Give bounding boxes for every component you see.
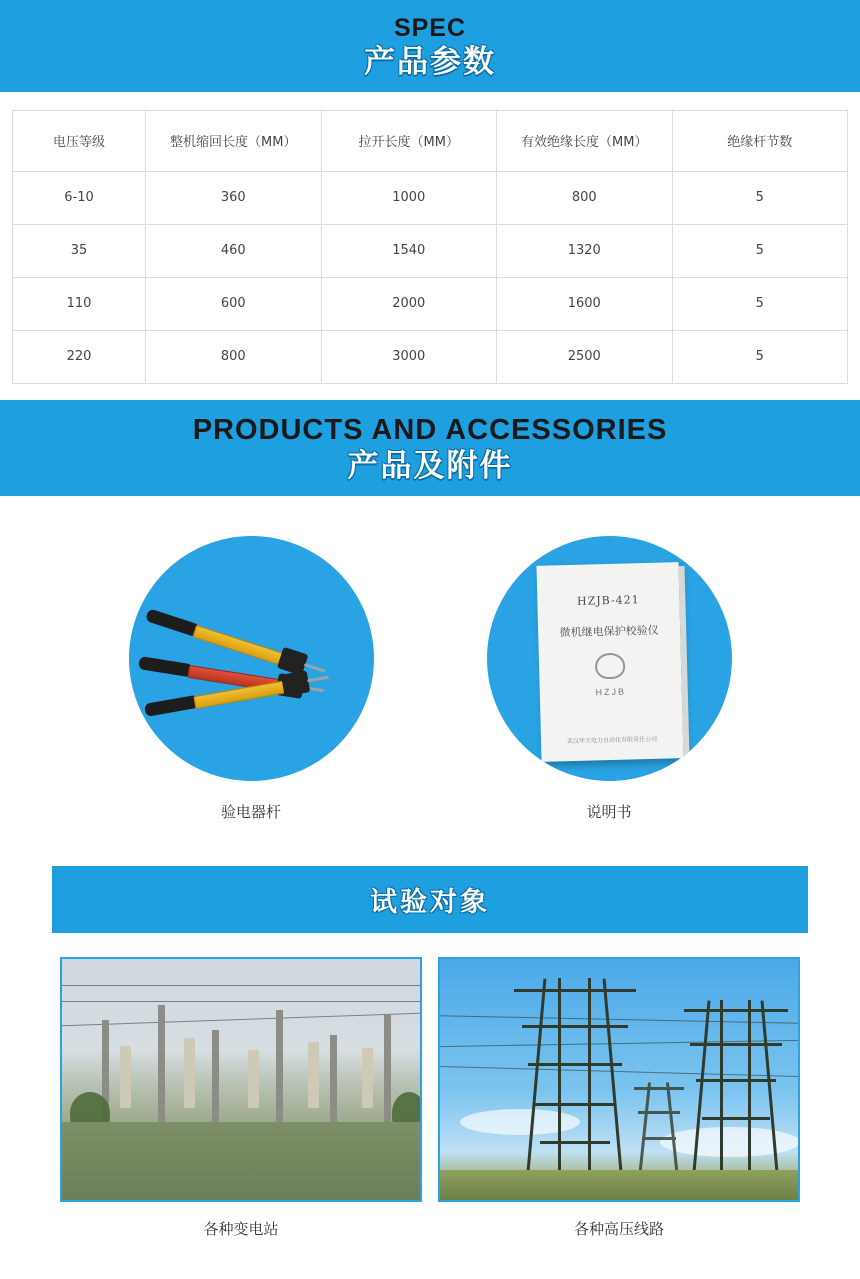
rod-handle xyxy=(143,695,196,717)
tower-leg xyxy=(692,1000,711,1178)
table-cell: 2000 xyxy=(321,277,497,330)
test-object-caption: 各种高压线路 xyxy=(573,1219,664,1238)
table-cell: 5 xyxy=(672,224,848,277)
overhead-wire xyxy=(62,1012,420,1025)
tower-leg xyxy=(558,978,561,1178)
booklet-brand: HZJB xyxy=(594,686,626,697)
transmission-scene xyxy=(440,959,798,1200)
instruction-manual-photo xyxy=(487,536,732,781)
table-header-row xyxy=(13,110,848,171)
test-objects-row xyxy=(0,933,860,1239)
spec-banner-cn-title: 产品参数 xyxy=(364,43,496,80)
manual-booklet xyxy=(536,562,683,762)
ground xyxy=(62,1122,420,1200)
products-banner-en-title: PRODUCTS AND ACCESSORIES xyxy=(192,413,668,446)
table-header-cell: 电压等级 xyxy=(13,110,146,171)
tower-leg xyxy=(720,1000,723,1178)
tower-arm xyxy=(642,1137,676,1140)
spec-banner-en-title: SPEC xyxy=(393,14,467,42)
voltage-detector-rods-photo xyxy=(129,536,374,781)
insulator xyxy=(184,1038,195,1108)
overhead-wire xyxy=(62,1001,420,1002)
tower-leg xyxy=(588,978,591,1178)
rod-tip xyxy=(303,663,325,673)
substation-photo xyxy=(60,957,422,1202)
spec-table-wrapper xyxy=(0,92,860,400)
tower-leg xyxy=(666,1082,679,1178)
table-cell: 1000 xyxy=(321,171,497,224)
detector-rod xyxy=(143,704,145,717)
table-cell: 2500 xyxy=(497,330,673,383)
table-cell: 110 xyxy=(13,277,146,330)
overhead-wire xyxy=(62,985,420,986)
tower-leg xyxy=(748,1000,751,1178)
table-header-cell: 整机缩回长度（MM） xyxy=(146,110,322,171)
booklet-edge xyxy=(678,566,689,756)
tower-arm xyxy=(534,1103,616,1106)
substation-scene xyxy=(62,959,420,1200)
tower-leg xyxy=(526,978,546,1178)
transmission-tower xyxy=(636,1082,680,1178)
products-section xyxy=(0,496,860,832)
product-item-detector xyxy=(108,536,394,822)
test-objects-banner xyxy=(52,866,808,933)
tower-arm xyxy=(690,1043,782,1046)
test-objects-title: 试验对象 xyxy=(370,886,490,918)
tower-arm xyxy=(540,1141,610,1144)
tower-arm xyxy=(684,1009,788,1012)
table-cell: 800 xyxy=(497,171,673,224)
table-header-cell: 有效绝缘长度（MM） xyxy=(497,110,673,171)
tower-leg xyxy=(603,978,623,1178)
insulator xyxy=(120,1046,131,1108)
insulator xyxy=(248,1050,259,1108)
table-cell: 5 xyxy=(672,277,848,330)
booklet-subtitle: 微机继电保护校验仪 xyxy=(559,623,659,639)
transmission-line-photo xyxy=(438,957,800,1202)
rod-shaft xyxy=(192,624,285,665)
table-row xyxy=(13,330,848,383)
product-caption: 说明书 xyxy=(586,802,632,821)
table-cell: 800 xyxy=(146,330,322,383)
bottom-spacer xyxy=(0,1239,860,1279)
table-header-cell: 绝缘杆节数 xyxy=(672,110,848,171)
table-cell: 5 xyxy=(672,330,848,383)
tower-arm xyxy=(514,989,636,992)
table-cell: 220 xyxy=(13,330,146,383)
transmission-tower xyxy=(520,978,630,1178)
rod-tip xyxy=(307,675,329,682)
table-cell: 35 xyxy=(13,224,146,277)
table-row xyxy=(13,277,848,330)
tower-arm xyxy=(522,1025,628,1028)
booklet-title: HZJB-421 xyxy=(576,592,640,608)
detector-rod xyxy=(144,608,148,620)
test-object-caption: 各种变电站 xyxy=(203,1219,279,1238)
tower-arm xyxy=(696,1079,776,1082)
product-caption: 验电器杆 xyxy=(220,802,281,821)
table-cell: 5 xyxy=(672,171,848,224)
table-row xyxy=(13,224,848,277)
test-object-item-transmission xyxy=(438,957,800,1239)
insulator xyxy=(362,1048,373,1108)
rod-head xyxy=(280,670,309,696)
products-banner-cn-title: 产品及附件 xyxy=(347,447,513,484)
rod-handle xyxy=(137,656,190,677)
tower-arm xyxy=(528,1063,622,1066)
tower-arm xyxy=(638,1111,680,1114)
transmission-tower xyxy=(688,1000,784,1178)
table-cell: 1540 xyxy=(321,224,497,277)
table-row xyxy=(13,171,848,224)
spec-table xyxy=(12,110,848,384)
spec-banner xyxy=(0,0,860,92)
tower-leg xyxy=(760,1000,779,1178)
rod-handle xyxy=(144,608,197,636)
table-cell: 600 xyxy=(146,277,322,330)
tower-arm xyxy=(702,1117,770,1120)
table-cell: 1320 xyxy=(497,224,673,277)
test-object-item-substation xyxy=(60,957,422,1239)
table-cell: 3000 xyxy=(321,330,497,383)
tower-leg xyxy=(638,1082,651,1178)
booklet-footer: 武汉华天电力自动化有限责任公司 xyxy=(566,736,657,745)
table-cell: 460 xyxy=(146,224,322,277)
detector-rod xyxy=(137,656,139,669)
table-cell: 6-10 xyxy=(13,171,146,224)
product-item-manual xyxy=(466,536,752,822)
tower-arm xyxy=(634,1087,684,1090)
products-row xyxy=(0,514,860,822)
table-cell: 1600 xyxy=(497,277,673,330)
table-header-cell: 拉开长度（MM） xyxy=(321,110,497,171)
insulator xyxy=(308,1042,319,1108)
table-cell: 360 xyxy=(146,171,322,224)
ground xyxy=(440,1170,798,1200)
products-banner xyxy=(0,400,860,496)
booklet-logo-icon xyxy=(594,652,625,679)
